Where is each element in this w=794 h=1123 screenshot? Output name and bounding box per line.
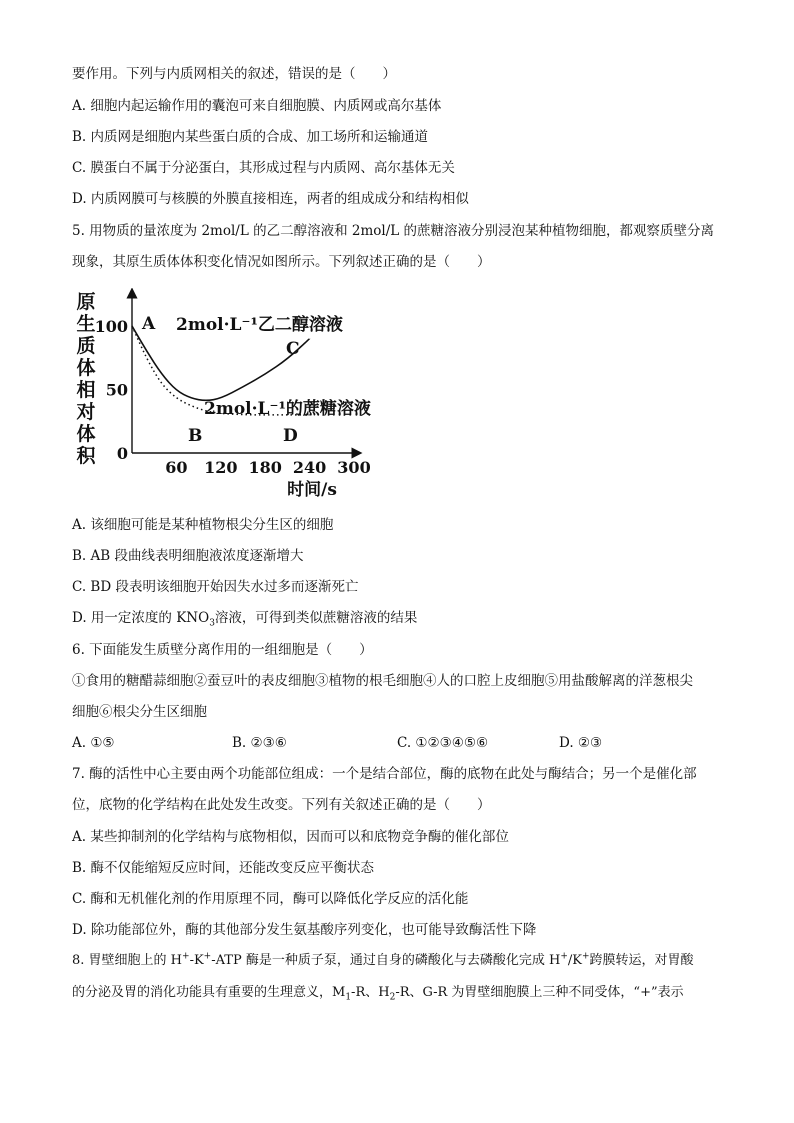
q4-option-b: B. 内质网是细胞内某些蛋白质的合成、加工场所和运输通道 (72, 129, 429, 145)
q8-sup: + (182, 951, 190, 962)
point-label-d: D (283, 426, 298, 446)
series-label-ethylene-glycol: 2mol·L⁻¹乙二醇溶液 (176, 315, 343, 335)
q5-option-d (72, 608, 417, 628)
y-tick-label: 100 (94, 317, 128, 336)
q5-option-d-sub: 3 (209, 618, 215, 629)
chart-x-label: 时间/s (287, 480, 337, 500)
point-label-b: B (188, 426, 203, 446)
q8-text: -R、H (351, 985, 390, 1000)
q4-option-a: A. 细胞内起运输作用的囊泡可来自细胞膜、内质网或高尔基体 (72, 98, 442, 114)
q7-option-d: D. 除功能部位外，酶的其他部分发生氨基酸序列变化，也可能导致酶活性下降 (72, 922, 537, 938)
q4-stem: 要作用。下列与内质网相关的叙述，错误的是（ ） (72, 66, 396, 82)
series-label-sucrose: 2mol·L⁻¹的蔗糖溶液 (204, 399, 371, 419)
chart-y-label-char: 相 (76, 379, 96, 401)
q6-option-b: B. ②③⑥ (232, 735, 287, 751)
q5-option-d-suffix: 溶液，可得到类似蔗糖溶液的结果 (214, 610, 418, 626)
q7-stem-line2: 位，底物的化学结构在此处发生改变。下列有关叙述正确的是（ ） (72, 797, 491, 813)
q6-items-line1: ①食用的糖醋蒜细胞②蚕豆叶的表皮细胞③植物的根毛细胞④人的口腔上皮细胞⑤用盐酸解离的洋葱根尖 (72, 673, 693, 689)
series-line-ethylene-glycol (132, 326, 310, 400)
chart-y-label-char: 质 (76, 335, 96, 357)
q5-stem-line1: 5. 用物质的量浓度为 2mol/L 的乙二醇溶液和 2mol/L 的蔗糖溶液分别浸泡某种植物细胞，都观察质壁分离 (72, 223, 715, 239)
x-tick-label: 300 (337, 458, 371, 477)
q4-option-c: C. 膜蛋白不属于分泌蛋白，其形成过程与内质网、高尔基体无关 (72, 160, 455, 176)
q7-option-b: B. 酶不仅能缩短反应时间，还能改变反应平衡状态 (72, 860, 375, 876)
volume-chart (72, 288, 372, 503)
y-tick-label: 0 (116, 444, 128, 463)
chart-y-label-char: 积 (76, 445, 96, 467)
q8-sub: 2 (389, 992, 396, 1003)
q8-sup: + (203, 951, 212, 962)
q7-option-a: A. 某些抑制剂的化学结构与底物相似，因而可以和底物竞争酶的催化部位 (72, 829, 509, 845)
x-tick-label: 180 (248, 458, 282, 477)
q8-text: -ATP 酶是一种质子泵，通过自身的磷酸化与去磷酸化完成 H (211, 953, 561, 968)
q8-stem-line1 (72, 951, 694, 971)
q7-option-c: C. 酶和无机催化剂的作用原理不同，酶可以降低化学反应的活化能 (72, 891, 469, 907)
q6-stem: 6. 下面能发生质壁分离作用的一组细胞是（ ） (72, 642, 373, 658)
x-tick-label: 60 (165, 458, 188, 477)
q8-stem-line2 (72, 983, 684, 1003)
q6-option-d: D. ②③ (559, 735, 603, 751)
point-label-c: C (286, 339, 300, 359)
q5-stem-line2: 现象，其原生质体体积变化情况如图所示。下列叙述正确的是（ ） (72, 254, 491, 270)
q8-text: -R、G-R 为胃壁细胞膜上三种不同受体，“+”表示 (395, 985, 684, 1000)
q5-option-c: C. BD 段表明该细胞开始因失水过多而逐渐死亡 (72, 579, 359, 595)
q8-text: 跨膜转运，对胃酸 (589, 953, 694, 968)
q6-option-a: A. ①⑤ (72, 735, 115, 751)
q8-sub: 1 (345, 992, 352, 1003)
x-tick-label: 240 (292, 458, 327, 477)
chart-y-label-char: 体 (76, 423, 96, 445)
q8-text: 的分泌及胃的消化功能具有重要的生理意义，M (72, 985, 346, 1000)
q8-text: -K (189, 953, 204, 968)
chart-y-label-char: 体 (76, 357, 96, 379)
y-tick-label: 50 (105, 380, 128, 400)
q5-option-a: A. 该细胞可能是某种植物根尖分生区的细胞 (72, 517, 334, 533)
point-label-a: A (142, 314, 156, 334)
x-tick-label: 120 (204, 458, 238, 477)
q5-option-b: B. AB 段曲线表明细胞液浓度逐渐增大 (72, 548, 304, 564)
q6-option-c: C. ①②③④⑤⑥ (397, 735, 489, 751)
q5-option-d-prefix: D. 用一定浓度的 KNO (72, 610, 210, 626)
q6-items-line2: 细胞⑥根尖分生区细胞 (72, 704, 207, 720)
chart-y-label-char: 生 (76, 313, 96, 335)
chart-y-label-char: 对 (76, 401, 96, 423)
q8-text: 8. 胃壁细胞上的 H (72, 953, 183, 968)
q6-options-row (72, 733, 772, 753)
q8-text: /K (567, 953, 582, 968)
chart-y-label-char: 原 (76, 291, 96, 313)
q8-sup: + (560, 951, 568, 962)
chart-y-label (76, 290, 96, 467)
q8-sup: + (581, 951, 590, 962)
q7-stem-line1: 7. 酶的活性中心主要由两个功能部位组成：一个是结合部位，酶的底物在此处与酶结合；另一个是催化部 (72, 766, 697, 782)
q4-option-d: D. 内质网膜可与核膜的外膜直接相连，两者的组成成分和结构相似 (72, 191, 469, 207)
